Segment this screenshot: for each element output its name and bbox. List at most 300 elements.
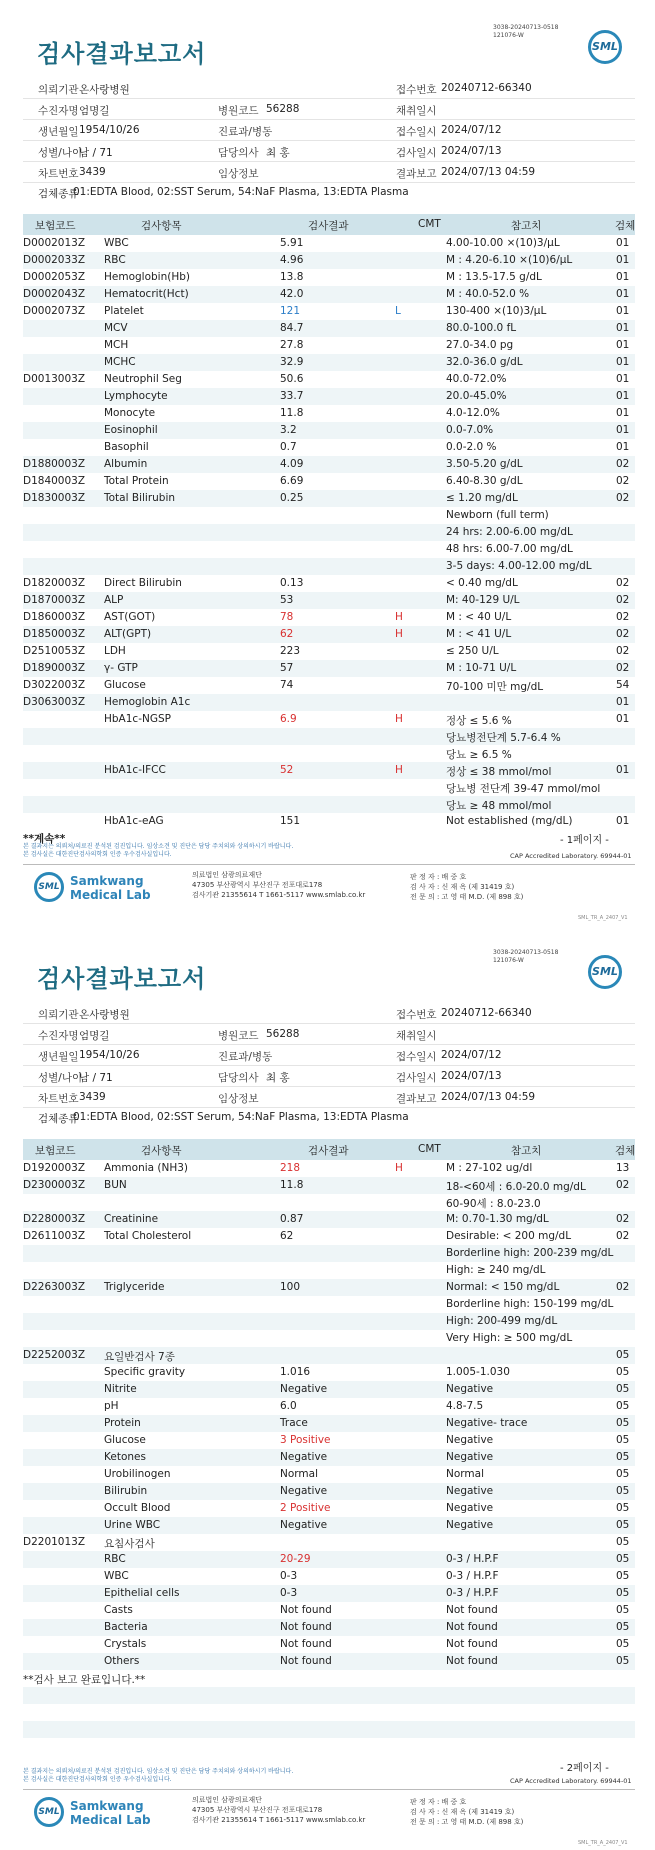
reference-range: 6.40-8.30 g/dL	[446, 475, 523, 487]
table-row	[23, 1500, 635, 1517]
table-row	[23, 354, 635, 371]
specimen-code: 05	[616, 1434, 630, 1446]
test-name: HbA1c-IFCC	[104, 764, 166, 776]
specimen-code: 05	[616, 1485, 630, 1497]
specimen-code: 05	[616, 1553, 630, 1565]
table-row	[23, 1636, 635, 1653]
cap-accreditation: CAP Accredited Laboratory. 69944-01	[510, 852, 632, 860]
test-result: 62	[280, 1230, 294, 1242]
results-table-page-2	[23, 1160, 635, 1755]
insurance-code: **검사 보고 완료입니다.**	[23, 1674, 146, 1686]
insurance-code: D1920003Z	[23, 1162, 86, 1174]
result-flag: H	[395, 713, 403, 725]
table-row	[23, 1279, 635, 1296]
test-name: Urine WBC	[104, 1519, 161, 1531]
reference-range: Negative	[446, 1383, 494, 1395]
table-row	[23, 1330, 635, 1347]
table-row	[23, 388, 635, 405]
test-result: 62	[280, 628, 294, 640]
table-row	[23, 643, 635, 660]
table-row	[23, 1721, 635, 1738]
table-row	[23, 1483, 635, 1500]
specimen-code: 01	[616, 288, 630, 300]
test-name: WBC	[104, 237, 129, 249]
insurance-code: D0002033Z	[23, 254, 86, 266]
test-name: Specific gravity	[104, 1366, 186, 1378]
lab-address: 의료법인 삼광의료재단 47305 부산광역시 부산진구 전포대로178 검사기관 21355614 T 1661-5117 www.smlab.co.kr	[192, 1796, 366, 1824]
table-row	[23, 609, 635, 626]
table-row	[23, 813, 635, 830]
patient-name-value: 엄명길	[79, 105, 110, 117]
test-result: 11.8	[280, 1179, 304, 1191]
test-name: Nitrite	[104, 1383, 137, 1395]
specimen-code: 01	[616, 441, 630, 453]
test-name: RBC	[104, 1553, 126, 1565]
table-row	[23, 1534, 635, 1551]
test-name: Hematocrit(Hct)	[104, 288, 189, 300]
table-row	[23, 1160, 635, 1177]
insurance-code: D2300003Z	[23, 1179, 86, 1191]
insurance-code: D1880003Z	[23, 458, 86, 470]
reference-range: Normal	[446, 1468, 484, 1480]
specimen-code: 01	[616, 254, 630, 266]
institution-value: 온사랑병원	[79, 84, 130, 96]
reference-range: Borderline high: 200-239 mg/dL	[446, 1247, 614, 1259]
test-name: RBC	[104, 254, 126, 266]
reference-range: 4.8-7.5	[446, 1400, 484, 1412]
test-name: Protein	[104, 1417, 141, 1429]
results-table-header: 보험코드 검사항목 검사결과 CMT 참고치 검체	[23, 1139, 635, 1160]
specimen-code: 02	[616, 1213, 630, 1225]
table-row	[23, 473, 635, 490]
table-row	[23, 728, 635, 745]
table-row	[23, 592, 635, 609]
table-row	[23, 337, 635, 354]
test-result: 3.2	[280, 424, 297, 436]
page-title: 검사결과보고서	[37, 965, 207, 993]
specimen-code: 02	[616, 492, 630, 504]
table-row	[23, 1449, 635, 1466]
specimen-code: 05	[616, 1655, 630, 1667]
test-name: MCH	[104, 339, 129, 351]
reference-range: 80.0-100.0 fL	[446, 322, 517, 334]
test-result: 100	[280, 1281, 301, 1293]
test-result: 78	[280, 611, 294, 623]
reference-range: 3.50-5.20 g/dL	[446, 458, 523, 470]
specimen-code: 01	[616, 237, 630, 249]
table-row	[23, 439, 635, 456]
sml-logo-icon: SML	[588, 955, 622, 989]
test-result: Negative	[280, 1451, 328, 1463]
report-page-2: 3038-20240713-0518 121076-W 검사결과보고서 SML 의뢰기관 온사랑병원 접수번호 20240712-66340 수진자명 엄명길 병원코드 56288 채취일시 생년월일 1954/10/26 진료과/병동 접수일시 2024/07/12 성별/나이 남 / 71 담당의사 최 홍 검사일시 2024/07/13 차트번호 3439 임상정보 결과보고 2024/07/13 04:59 검체종류 01:EDTA Blood, 02:SST Serum, 54:NaF Plasma, 13:EDTA Plasma 보험코드 검사항목 검사결과 CMT 참고치 검체 D1920003Z Ammonia (NH3) 218 H M : 27-102 ug/dl 13 D2300003Z BUN 11.8 18-<60세 : 6.0-20.0 mg/dL 02 60-90세 : 8.0-23.0 D2280003Z Creatinine 0.87 M: 0.70-1.30 mg/dL 02 D2611003Z Total Cholesterol 62 Desirable: < 200 mg/dL 02 Borderline high: 200-239 mg/dL High: ≥ 240 mg/dL D2263003Z Triglyceride 100 Normal: < 150 mg/dL 02 Borderline high: 150-199 mg/dL High: 200-499 mg/dL Very High: ≥ 500 mg/dL D2252003Z 요일반검사 7종 05 Specific gravity 1.016 1.005-1.030 05 Nitrite Negative Negative 05 pH 6.0 4.8-7.5 05 Protein Trace Negative- trace 05 Glucose 3 Positive Negative 05 Ketones Negative Negative 05 Urobilinogen Normal Normal 05 Bilirubin Negative Negative 05 Occult Blood 2 Positive Negative 05 Urine WBC Negative Negative 05 D2201013Z 요침사검사 05 RBC 20-29 0-3 / H.P.F 05 WBC 0-3 0-3 / H.P.F 05 Epithelial cells 0-3 0-3 / H.P.F 05 Casts Not found Not found 05 Bacteria Not found Not found 05 Crystals Not found Not found 05 Others Not found Not found 05 **검사 보고 완료입니다.** - 2페이지 - 본 결과지는 의뢰처/의료진 분석된 검진입니다. 임상소견 및 진단은 담당 주치의와 상의하시기 바랍니다. 본 검사실은 대한진단검사의학회 인증 우수검사실입니다. CAP Accredited Laboratory. 69944-01 SML Samkwang Medical Lab 의료법인 삼광의료재단 47305 부산광역시 부산진구 전포대로178 검사기관 21355614 T 1661-5117 www.smlab.co.kr 판 정 자 : 배 중 호 검 사 자 : 신 재 옥 (제 31419 호) 전 문 의 : 고 영 태 M.D. (제 898 호) SML_TR_A_2407_V1	[0, 925, 655, 1850]
test-name: ALP	[104, 594, 124, 606]
signatures: 판 정 자 : 배 중 호 검 사 자 : 신 재 옥 (제 31419 호) 전 문 의 : 고 영 태 M.D. (제 898 호)	[410, 1798, 524, 1826]
test-name: Bilirubin	[104, 1485, 148, 1497]
reference-range: M : 40.0-52.0 %	[446, 288, 530, 300]
chart-no-value: 3439	[79, 166, 106, 178]
dob-value: 1954/10/26	[79, 124, 140, 136]
test-name: Ammonia (NH3)	[104, 1162, 189, 1174]
reference-range: 0.0-7.0%	[446, 424, 494, 436]
reference-range: ≤ 250 U/L	[446, 645, 499, 657]
specimen-code: 05	[616, 1519, 630, 1531]
specimen-code: 02	[616, 1179, 630, 1191]
reference-range: M : 13.5-17.5 g/dL	[446, 271, 542, 283]
specimen-code: 05	[616, 1417, 630, 1429]
reference-range: ≤ 1.20 mg/dL	[446, 492, 518, 504]
insurance-code: D3063003Z	[23, 696, 86, 708]
test-name: Crystals	[104, 1638, 147, 1650]
table-row	[23, 252, 635, 269]
reference-range: 당뇨 ≥ 6.5 %	[446, 749, 512, 761]
test-name: MCHC	[104, 356, 136, 368]
test-name: Triglyceride	[104, 1281, 165, 1293]
table-row	[23, 1262, 635, 1279]
report-date-value: 2024/07/13 04:59	[441, 166, 536, 178]
reference-range: Not found	[446, 1621, 498, 1633]
specimen-code: 05	[616, 1638, 630, 1650]
test-name: Monocyte	[104, 407, 156, 419]
insurance-code: D1890003Z	[23, 662, 86, 674]
reference-range: Desirable: < 200 mg/dL	[446, 1230, 572, 1242]
table-row	[23, 1177, 635, 1194]
test-result: 151	[280, 815, 301, 827]
reference-range: M: 0.70-1.30 mg/dL	[446, 1213, 549, 1225]
test-name: AST(GOT)	[104, 611, 156, 623]
test-name: pH	[104, 1400, 119, 1412]
insurance-code: D2263003Z	[23, 1281, 86, 1293]
reference-range: Negative	[446, 1519, 494, 1531]
table-row	[23, 507, 635, 524]
specimen-code: 01	[616, 764, 630, 776]
specimen-code: 01	[616, 322, 630, 334]
reference-range: 48 hrs: 6.00-7.00 mg/dL	[446, 543, 573, 555]
result-flag: H	[395, 764, 403, 776]
test-result: 0.7	[280, 441, 297, 453]
test-result: 74	[280, 679, 294, 691]
specimen-code: 02	[616, 1230, 630, 1242]
table-row	[23, 1364, 635, 1381]
table-row	[23, 1653, 635, 1670]
table-row	[23, 1347, 635, 1364]
test-name: HbA1c-NGSP	[104, 713, 171, 725]
specimen-code: 05	[616, 1400, 630, 1412]
test-result: Not found	[280, 1621, 332, 1633]
reference-range: Newborn (full term)	[446, 509, 549, 521]
insurance-code: D1820003Z	[23, 577, 86, 589]
reference-range: 정상 ≤ 38 mmol/mol	[446, 766, 552, 778]
reference-range: 정상 ≤ 5.6 %	[446, 715, 512, 727]
patient-info-block: 의뢰기관 온사랑병원 접수번호 20240712-66340 수진자명 엄명길 병원코드 56288 채취일시 생년월일 1954/10/26 진료과/병동 접수일시 2024/07/12 성별/나이 남 / 71 담당의사 최 홍 검사일시 2024/07/13 차트번호 3439 임상정보 결과보고 2024/07/13 04:59	[23, 78, 635, 183]
table-row	[23, 1381, 635, 1398]
reference-range: 70-100 미만 mg/dL	[446, 681, 544, 693]
table-row	[23, 456, 635, 473]
table-row	[23, 422, 635, 439]
test-result: 53	[280, 594, 294, 606]
table-row	[23, 694, 635, 711]
test-name: Hemoglobin(Hb)	[104, 271, 191, 283]
specimen-code: 02	[616, 594, 630, 606]
test-result: Negative	[280, 1383, 328, 1395]
reference-range: High: ≥ 240 mg/dL	[446, 1264, 546, 1276]
table-row	[23, 1228, 635, 1245]
test-name: Casts	[104, 1604, 133, 1616]
reference-range: 0-3 / H.P.F	[446, 1587, 499, 1599]
table-row	[23, 711, 635, 728]
insurance-code: D1870003Z	[23, 594, 86, 606]
test-result: 0-3	[280, 1570, 298, 1582]
reference-range: 18-<60세 : 6.0-20.0 mg/dL	[446, 1181, 586, 1193]
reference-range: High: 200-499 mg/dL	[446, 1315, 558, 1327]
receipt-date-value: 2024/07/12	[441, 124, 502, 136]
test-result: 0.87	[280, 1213, 304, 1225]
form-version: SML_TR_A_2407_V1	[578, 1840, 628, 1846]
reference-range: M : 4.20-6.10 ×(10)6/μL	[446, 254, 573, 266]
specimen-code: 01	[616, 424, 630, 436]
table-row	[23, 286, 635, 303]
result-flag: H	[395, 1162, 403, 1174]
specimen-code: 01	[616, 373, 630, 385]
specimen-code: 05	[616, 1349, 630, 1361]
table-row	[23, 303, 635, 320]
specimen-code: 05	[616, 1604, 630, 1616]
specimen-code: 01	[616, 356, 630, 368]
test-result: Trace	[280, 1417, 308, 1429]
reference-range: M : 27-102 ug/dl	[446, 1162, 533, 1174]
insurance-code: D2280003Z	[23, 1213, 86, 1225]
reference-range: 4.0-12.0%	[446, 407, 500, 419]
test-name: MCV	[104, 322, 128, 334]
result-flag: H	[395, 628, 403, 640]
test-result: 1.016	[280, 1366, 311, 1378]
specimen-code: 02	[616, 458, 630, 470]
insurance-code: D0002043Z	[23, 288, 86, 300]
reference-range: M : < 41 U/L	[446, 628, 512, 640]
table-row	[23, 779, 635, 796]
insurance-code: D1860003Z	[23, 611, 86, 623]
insurance-code: D0002013Z	[23, 237, 86, 249]
lab-brand: Samkwang Medical Lab	[70, 1799, 151, 1827]
insurance-code: D0013003Z	[23, 373, 86, 385]
reference-range: 20.0-45.0%	[446, 390, 507, 402]
table-row	[23, 1194, 635, 1211]
specimen-code: 02	[616, 611, 630, 623]
table-row	[23, 660, 635, 677]
test-result: 6.9	[280, 713, 297, 725]
specimen-code: 05	[616, 1502, 630, 1514]
doctor-value: 최 홍	[266, 147, 290, 159]
page-number: - 1페이지 -	[560, 835, 609, 846]
table-row	[23, 269, 635, 286]
insurance-code: D0002073Z	[23, 305, 86, 317]
test-name: Total Bilirubin	[104, 492, 176, 504]
test-result: Not found	[280, 1638, 332, 1650]
test-result: 2 Positive	[280, 1502, 331, 1514]
table-row	[23, 490, 635, 507]
reference-range: M : < 40 U/L	[446, 611, 512, 623]
specimen-code: 05	[616, 1570, 630, 1582]
table-row	[23, 1245, 635, 1262]
reference-range: Not found	[446, 1604, 498, 1616]
test-name: ALT(GPT)	[104, 628, 152, 640]
footer-notes: 본 결과지는 의뢰처/의료진 분석된 검진입니다. 임상소견 및 진단은 담당 주치의와 상의하시기 바랍니다. 본 검사실은 대한진단검사의학회 인증 우수검사실입니다.	[23, 843, 294, 858]
reference-range: < 0.40 mg/dL	[446, 577, 518, 589]
table-row	[23, 1296, 635, 1313]
reference-range: Very High: ≥ 500 mg/dL	[446, 1332, 573, 1344]
specimen-code: 01	[616, 696, 630, 708]
test-name: Direct Bilirubin	[104, 577, 182, 589]
insurance-code: D1850003Z	[23, 628, 86, 640]
test-name: Creatinine	[104, 1213, 159, 1225]
reference-range: M: 40-129 U/L	[446, 594, 520, 606]
patient-info-block: 의뢰기관 온사랑병원 접수번호 20240712-66340 수진자명 엄명길 병원코드 56288 채취일시 생년월일 1954/10/26 진료과/병동 접수일시 2024/07/12 성별/나이 남 / 71 담당의사 최 홍 검사일시 2024/07/13 차트번호 3439 임상정보 결과보고 2024/07/13 04:59	[23, 1003, 635, 1108]
table-row	[23, 1466, 635, 1483]
result-flag: H	[395, 611, 403, 623]
test-result: 6.69	[280, 475, 304, 487]
specimen-code: 54	[616, 679, 630, 691]
test-name: Others	[104, 1655, 140, 1667]
specimen-code: 02	[616, 1281, 630, 1293]
test-result: 11.8	[280, 407, 304, 419]
test-result: 20-29	[280, 1553, 311, 1565]
table-row	[23, 745, 635, 762]
test-name: Neutrophil Seg	[104, 373, 182, 385]
reference-range: 60-90세 : 8.0-23.0	[446, 1198, 541, 1210]
reference-range: 0-3 / H.P.F	[446, 1570, 499, 1582]
specimen-code: 13	[616, 1162, 630, 1174]
report-page-1: 3038-20240713-0518 121076-W 검사결과보고서 SML 의뢰기관 온사랑병원 접수번호 20240712-66340 수진자명 엄명길 병원코드 56288 채취일시 생년월일 1954/10/26 진료과/병동 접수일시 2024/07/12 성별/나이 남 / 71 담당의사 최 홍 검사일시 2024/07/13 차트번호 3439 임상정보 결과보고 2024/07/13 04:59 검체종류 01:EDTA Blood, 02:SST Serum, 54:NaF Plasma, 13:EDTA Plasma 보험코드 검사항목 검사결과 CMT 참고치 검체 D0002013Z WBC 5.91 4.00-10.00 ×(10)3/μL 01 D0002033Z RBC 4.96 M : 4.20-6.10 ×(10)6/μL 01 D0002053Z Hemoglobin(Hb) 13.8 M : 13.5-17.5 g/dL 01 D0002043Z Hematocrit(Hct) 42.0 M : 40.0-52.0 % 01 D0002073Z Platelet 121 L 130-400 ×(10)3/μL 01 MCV 84.7 80.0-100.0 fL 01 MCH 27.8 27.0-34.0 pg 01 MCHC 32.9 32.0-36.0 g/dL 01 D0013003Z Neutrophil Seg 50.6 40.0-72.0% 01 Lymphocyte 33.7 20.0-45.0% 01 Monocyte 11.8 4.0-12.0% 01 Eosinophil 3.2 0.0-7.0% 01 Basophil 0.7 0.0-2.0 % 01 D1880003Z Albumin 4.09 3.50-5.20 g/dL 02 D1840003Z Total Protein 6.69 6.40-8.30 g/dL 02 D1830003Z Total Bilirubin 0.25 ≤ 1.20 mg/dL 02 Newborn (full term) 24 hrs: 2.00-6.00 mg/dL 48 hrs: 6.00-7.00 mg/dL 3-5 days: 4.00-12.00 mg/dL D1820003Z Direct Bilirubin 0.13 < 0.40 mg/dL 02 D1870003Z ALP 53 M: 40-129 U/L 02 D1860003Z AST(GOT) 78 H M : < 40 U/L 02 D1850003Z ALT(GPT) 62 H M : < 41 U/L 02 D2510053Z LDH 223 ≤ 250 U/L 02 D1890003Z γ- GTP 57 M : 10-71 U/L 02 D3022003Z Glucose 74 70-100 미만 mg/dL 54 D3063003Z Hemoglobin A1c 01 HbA1c-NGSP 6.9 H 정상 ≤ 5.6 % 01 당뇨병전단계 5.7-6.4 % 당뇨 ≥ 6.5 % HbA1c-IFCC 52 H 정상 ≤ 38 mmol/mol 01 당뇨병 전단계 39-47 mmol/mol 당뇨 ≥ 48 mmol/mol HbA1c-eAG 151 Not established (mg/dL) 01 **계속** - 1페이지 - 본 결과지는 의뢰처/의료진 분석된 검진입니다. 임상소견 및 진단은 담당 주치의와 상의하시기 바랍니다. 본 검사실은 대한진단검사의학회 인증 우수검사실입니다. CAP Accredited Laboratory. 69944-01 SML Samkwang Medical Lab 의료법인 삼광의료재단 47305 부산광역시 부산진구 전포대로178 검사기관 21355614 T 1661-5117 www.smlab.co.kr 판 정 자 : 배 중 호 검 사 자 : 신 재 옥 (제 31419 호) 전 문 의 : 고 영 태 M.D. (제 898 호) SML_TR_A_2407_V1	[0, 0, 655, 925]
test-name: Occult Blood	[104, 1502, 171, 1514]
specimen-code: 05	[616, 1621, 630, 1633]
test-result: 4.96	[280, 254, 304, 266]
reference-range: 당뇨병 전단계 39-47 mmol/mol	[446, 783, 601, 795]
insurance-code: D2510053Z	[23, 645, 86, 657]
test-result: 0.13	[280, 577, 304, 589]
reference-range: 0.0-2.0 %	[446, 441, 497, 453]
reference-range: Negative	[446, 1451, 494, 1463]
results-table-page-1	[23, 235, 635, 830]
table-row	[23, 1398, 635, 1415]
reference-range: Negative- trace	[446, 1417, 528, 1429]
test-name: Albumin	[104, 458, 148, 470]
insurance-code: D1840003Z	[23, 475, 86, 487]
specimen-code: 01	[616, 407, 630, 419]
reference-range: Negative	[446, 1434, 494, 1446]
specimen-code: 01	[616, 713, 630, 725]
table-row	[23, 626, 635, 643]
test-name: Epithelial cells	[104, 1587, 180, 1599]
specimen-code: 05	[616, 1366, 630, 1378]
test-date-value: 2024/07/13	[441, 145, 502, 157]
table-row	[23, 796, 635, 813]
lab-address: 의료법인 삼광의료재단 47305 부산광역시 부산진구 전포대로178 검사기관 21355614 T 1661-5117 www.smlab.co.kr	[192, 871, 366, 899]
specimen-code: 05	[616, 1468, 630, 1480]
table-row	[23, 1415, 635, 1432]
test-result: Not found	[280, 1655, 332, 1667]
table-row	[23, 524, 635, 541]
sml-footer-logo-icon: SML	[34, 872, 64, 902]
test-result: 5.91	[280, 237, 304, 249]
table-row	[23, 558, 635, 575]
table-row	[23, 1517, 635, 1534]
reference-range: 130-400 ×(10)3/μL	[446, 305, 547, 317]
table-row	[23, 1687, 635, 1704]
test-result: 121	[280, 305, 301, 317]
table-row	[23, 1670, 635, 1687]
specimen-code: 01	[616, 271, 630, 283]
form-version: SML_TR_A_2407_V1	[578, 915, 628, 921]
test-result: 0.25	[280, 492, 304, 504]
table-row	[23, 1211, 635, 1228]
table-row	[23, 1432, 635, 1449]
reference-range: 3-5 days: 4.00-12.00 mg/dL	[446, 560, 592, 572]
reference-range: Negative	[446, 1485, 494, 1497]
reference-range: Borderline high: 150-199 mg/dL	[446, 1298, 614, 1310]
specimen-code: 05	[616, 1587, 630, 1599]
reference-range: 24 hrs: 2.00-6.00 mg/dL	[446, 526, 573, 538]
test-name: Total Protein	[104, 475, 169, 487]
test-name: Ketones	[104, 1451, 146, 1463]
specimen-code: 02	[616, 475, 630, 487]
test-result: 32.9	[280, 356, 304, 368]
specimen-code: 05	[616, 1383, 630, 1395]
insurance-code: D2611003Z	[23, 1230, 86, 1242]
specimen-code: 02	[616, 577, 630, 589]
test-result: Not found	[280, 1604, 332, 1616]
document-id: 3038-20240713-0518 121076-W	[493, 24, 559, 39]
test-name: 요일반검사 7종	[104, 1351, 175, 1363]
test-name: Glucose	[104, 679, 146, 691]
test-name: HbA1c-eAG	[104, 815, 164, 827]
test-name: Urobilinogen	[104, 1468, 171, 1480]
sml-logo-icon: SML	[588, 30, 622, 64]
table-row	[23, 405, 635, 422]
test-name: Basophil	[104, 441, 149, 453]
table-row	[23, 1551, 635, 1568]
test-result: 4.09	[280, 458, 304, 470]
reference-range: 32.0-36.0 g/dL	[446, 356, 523, 368]
specimen-code: 02	[616, 662, 630, 674]
reference-range: 4.00-10.00 ×(10)3/μL	[446, 237, 560, 249]
signatures: 판 정 자 : 배 중 호 검 사 자 : 신 재 옥 (제 31419 호) 전 문 의 : 고 영 태 M.D. (제 898 호)	[410, 873, 524, 901]
test-result: 84.7	[280, 322, 304, 334]
test-result: 218	[280, 1162, 301, 1174]
test-result: 50.6	[280, 373, 304, 385]
specimen-code: 02	[616, 645, 630, 657]
reference-range: M : 10-71 U/L	[446, 662, 517, 674]
table-row	[23, 1619, 635, 1636]
table-row	[23, 320, 635, 337]
test-name: Total Cholesterol	[104, 1230, 192, 1242]
reference-range: 0-3 / H.P.F	[446, 1553, 499, 1565]
specimen-code: 01	[616, 339, 630, 351]
test-name: Platelet	[104, 305, 144, 317]
table-row	[23, 1704, 635, 1721]
reference-range: Not established (mg/dL)	[446, 815, 573, 827]
test-result: 57	[280, 662, 294, 674]
page-number: - 2페이지 -	[560, 1763, 609, 1774]
results-table-header: 보험코드 검사항목 검사결과 CMT 참고치 검체	[23, 214, 635, 235]
test-result: 27.8	[280, 339, 304, 351]
lab-brand: Samkwang Medical Lab	[70, 874, 151, 902]
specimen-code: 01	[616, 305, 630, 317]
document-id: 3038-20240713-0518 121076-W	[493, 949, 559, 964]
test-name: BUN	[104, 1179, 127, 1191]
specimen-code: 01	[616, 815, 630, 827]
test-result: Normal	[280, 1468, 318, 1480]
table-row	[23, 235, 635, 252]
reference-range: Normal: < 150 mg/dL	[446, 1281, 560, 1293]
